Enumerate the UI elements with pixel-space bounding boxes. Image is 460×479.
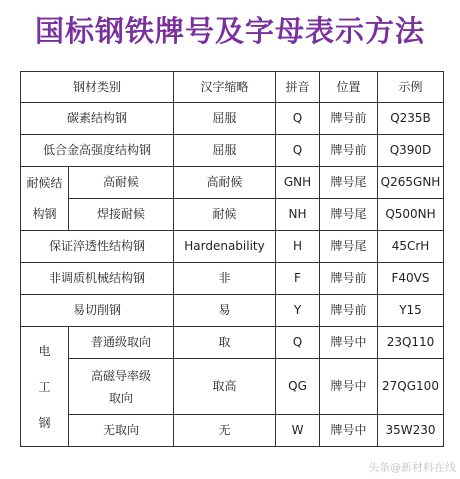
table-row (21, 167, 444, 199)
table-row (21, 199, 444, 231)
table-row (21, 263, 444, 295)
header-example: 示例 (378, 72, 444, 103)
pinyin-cell: NH (276, 199, 320, 231)
subcategory-cell: 高耐候 (69, 167, 174, 199)
example-cell: F40VS (378, 263, 444, 295)
table-row (21, 103, 444, 135)
header-position: 位置 (320, 72, 378, 103)
subcategory-cell: 焊接耐候 (69, 199, 174, 231)
group-label: 电工钢 (38, 343, 51, 430)
example-cell: Q500NH (378, 199, 444, 231)
pinyin-cell: Q (276, 103, 320, 135)
subcategory-cell (69, 359, 174, 415)
group-label: 耐候结构钢 (26, 175, 63, 221)
abbr-cell: 高耐候 (174, 167, 276, 199)
header-abbr: 汉字缩略 (174, 72, 276, 103)
abbr-cell: 屈服 (174, 135, 276, 167)
category-cell: 易切削钢 (21, 295, 174, 327)
example-cell: Q265GNH (378, 167, 444, 199)
pinyin-cell: W (276, 415, 320, 447)
pinyin-cell: Y (276, 295, 320, 327)
header-category: 钢材类别 (21, 72, 174, 103)
example-cell: 45CrH (378, 231, 444, 263)
abbr-cell: 易 (174, 295, 276, 327)
pinyin-cell: GNH (276, 167, 320, 199)
header-pinyin: 拼音 (276, 72, 320, 103)
position-cell: 牌号尾 (320, 199, 378, 231)
example-cell: Q235B (378, 103, 444, 135)
position-cell: 牌号尾 (320, 167, 378, 199)
abbr-cell: 无 (174, 415, 276, 447)
table-row (21, 135, 444, 167)
position-cell: 牌号中 (320, 359, 378, 415)
subcategory-label: 高磁导率级取向 (90, 368, 151, 405)
pinyin-cell: H (276, 231, 320, 263)
abbr-cell: 屈服 (174, 103, 276, 135)
table-row (21, 295, 444, 327)
category-cell: 保证淬透性结构钢 (21, 231, 174, 263)
category-cell: 碳素结构钢 (21, 103, 174, 135)
abbr-cell: 非 (174, 263, 276, 295)
position-cell: 牌号前 (320, 103, 378, 135)
abbr-cell: 取高 (174, 359, 276, 415)
category-cell: 低合金高强度结构钢 (21, 135, 174, 167)
example-cell: 23Q110 (378, 327, 444, 359)
abbr-cell: 耐候 (174, 199, 276, 231)
abbr-cell: 取 (174, 327, 276, 359)
example-cell: 27QG100 (378, 359, 444, 415)
group-cell-electrical (21, 327, 69, 447)
table-row (21, 231, 444, 263)
position-cell: 牌号前 (320, 263, 378, 295)
pinyin-cell: Q (276, 327, 320, 359)
table-row (21, 359, 444, 415)
abbr-cell: Hardenability (174, 231, 276, 263)
pinyin-cell: Q (276, 135, 320, 167)
pinyin-cell: F (276, 263, 320, 295)
position-cell: 牌号前 (320, 135, 378, 167)
group-cell-weathering (21, 167, 69, 231)
steel-grade-table (20, 71, 444, 447)
example-cell: Q390D (378, 135, 444, 167)
pinyin-cell: QG (276, 359, 320, 415)
watermark: 头条@新材料在线 (368, 461, 456, 474)
category-cell: 非调质机械结构钢 (21, 263, 174, 295)
position-cell: 牌号前 (320, 295, 378, 327)
position-cell: 牌号中 (320, 327, 378, 359)
position-cell: 牌号尾 (320, 231, 378, 263)
example-cell: 35W230 (378, 415, 444, 447)
table-row (21, 415, 444, 447)
subcategory-cell: 无取向 (69, 415, 174, 447)
subcategory-cell: 普通级取向 (69, 327, 174, 359)
example-cell: Y15 (378, 295, 444, 327)
page-title: 国标钢铁牌号及字母表示方法 (34, 14, 425, 48)
position-cell: 牌号中 (320, 415, 378, 447)
table-row (21, 327, 444, 359)
table-header-row (21, 72, 444, 103)
